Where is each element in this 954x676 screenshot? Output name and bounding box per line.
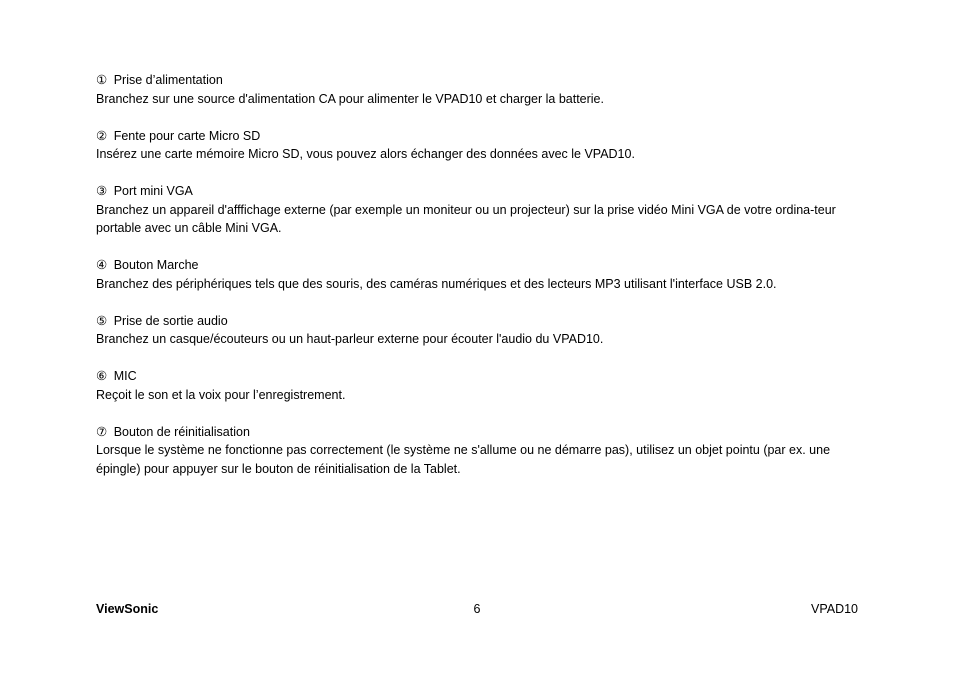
item-description: Lorsque le système ne fonctionne pas correctement (le système ne s'allume ou ne démarre pas), utilisez un objet pointu (par ex. une épingle) pour appuyer sur le bouton de réinitialisation de la Tablet. xyxy=(96,443,831,476)
item-title xyxy=(96,312,858,331)
item-title xyxy=(96,367,858,386)
item-title-text: Prise d’alimentation xyxy=(113,73,223,87)
item-description: Reçoit le son et la voix pour l’enregistrement. xyxy=(96,387,346,402)
item-number: ④ xyxy=(96,258,108,272)
item-number: ⑥ xyxy=(96,369,108,383)
item-audio-out-jack xyxy=(96,312,858,349)
item-title-text: Bouton de réinitialisation xyxy=(113,424,250,439)
item-mic xyxy=(96,367,858,404)
item-micro-sd-slot xyxy=(96,127,858,164)
item-power-button xyxy=(96,256,858,293)
footer-model: VPAD10 xyxy=(810,602,858,616)
page-footer xyxy=(96,600,858,618)
item-number: ⑦ xyxy=(96,424,108,439)
item-number: ② xyxy=(96,128,108,143)
item-description: Insérez une carte mémoire Micro SD, vous pouvez alors échanger des données avec le VPAD10. xyxy=(96,147,635,161)
document-body xyxy=(96,71,858,497)
item-title-text: Prise de sortie audio xyxy=(113,313,228,328)
item-description: Branchez un appareil d'afffichage externe (par exemple un moniteur ou un projecteur) sur la prise vidéo Mini VGA de votre ordina-teur portable avec un câble Mini VGA. xyxy=(96,202,836,235)
item-number: ⑤ xyxy=(96,313,108,328)
item-mini-vga-port xyxy=(96,182,858,238)
item-title xyxy=(96,182,858,201)
item-title-text: Bouton Marche xyxy=(113,258,199,272)
item-number: ① xyxy=(96,73,108,87)
item-title xyxy=(96,71,858,90)
item-title-text: Port mini VGA xyxy=(113,184,193,198)
item-reset-button xyxy=(96,423,858,479)
item-power-jack xyxy=(96,71,858,108)
item-number: ③ xyxy=(96,184,108,198)
item-title-text: MIC xyxy=(113,369,137,383)
item-description: Branchez un casque/écouteurs ou un haut-parleur externe pour écouter l'audio du VPAD10. xyxy=(96,332,604,346)
item-title xyxy=(96,423,858,442)
page-number: 6 xyxy=(473,602,481,616)
item-title-text: Fente pour carte Micro SD xyxy=(113,128,261,143)
item-description: Branchez sur une source d'alimentation CA pour alimenter le VPAD10 et charger la batterie. xyxy=(96,91,604,106)
item-description: Branchez des périphériques tels que des souris, des caméras numériques et des lecteurs MP3 utilisant l'interface USB 2.0. xyxy=(96,276,777,291)
item-title xyxy=(96,256,858,275)
footer-brand: ViewSonic xyxy=(96,602,159,616)
item-title xyxy=(96,127,858,146)
